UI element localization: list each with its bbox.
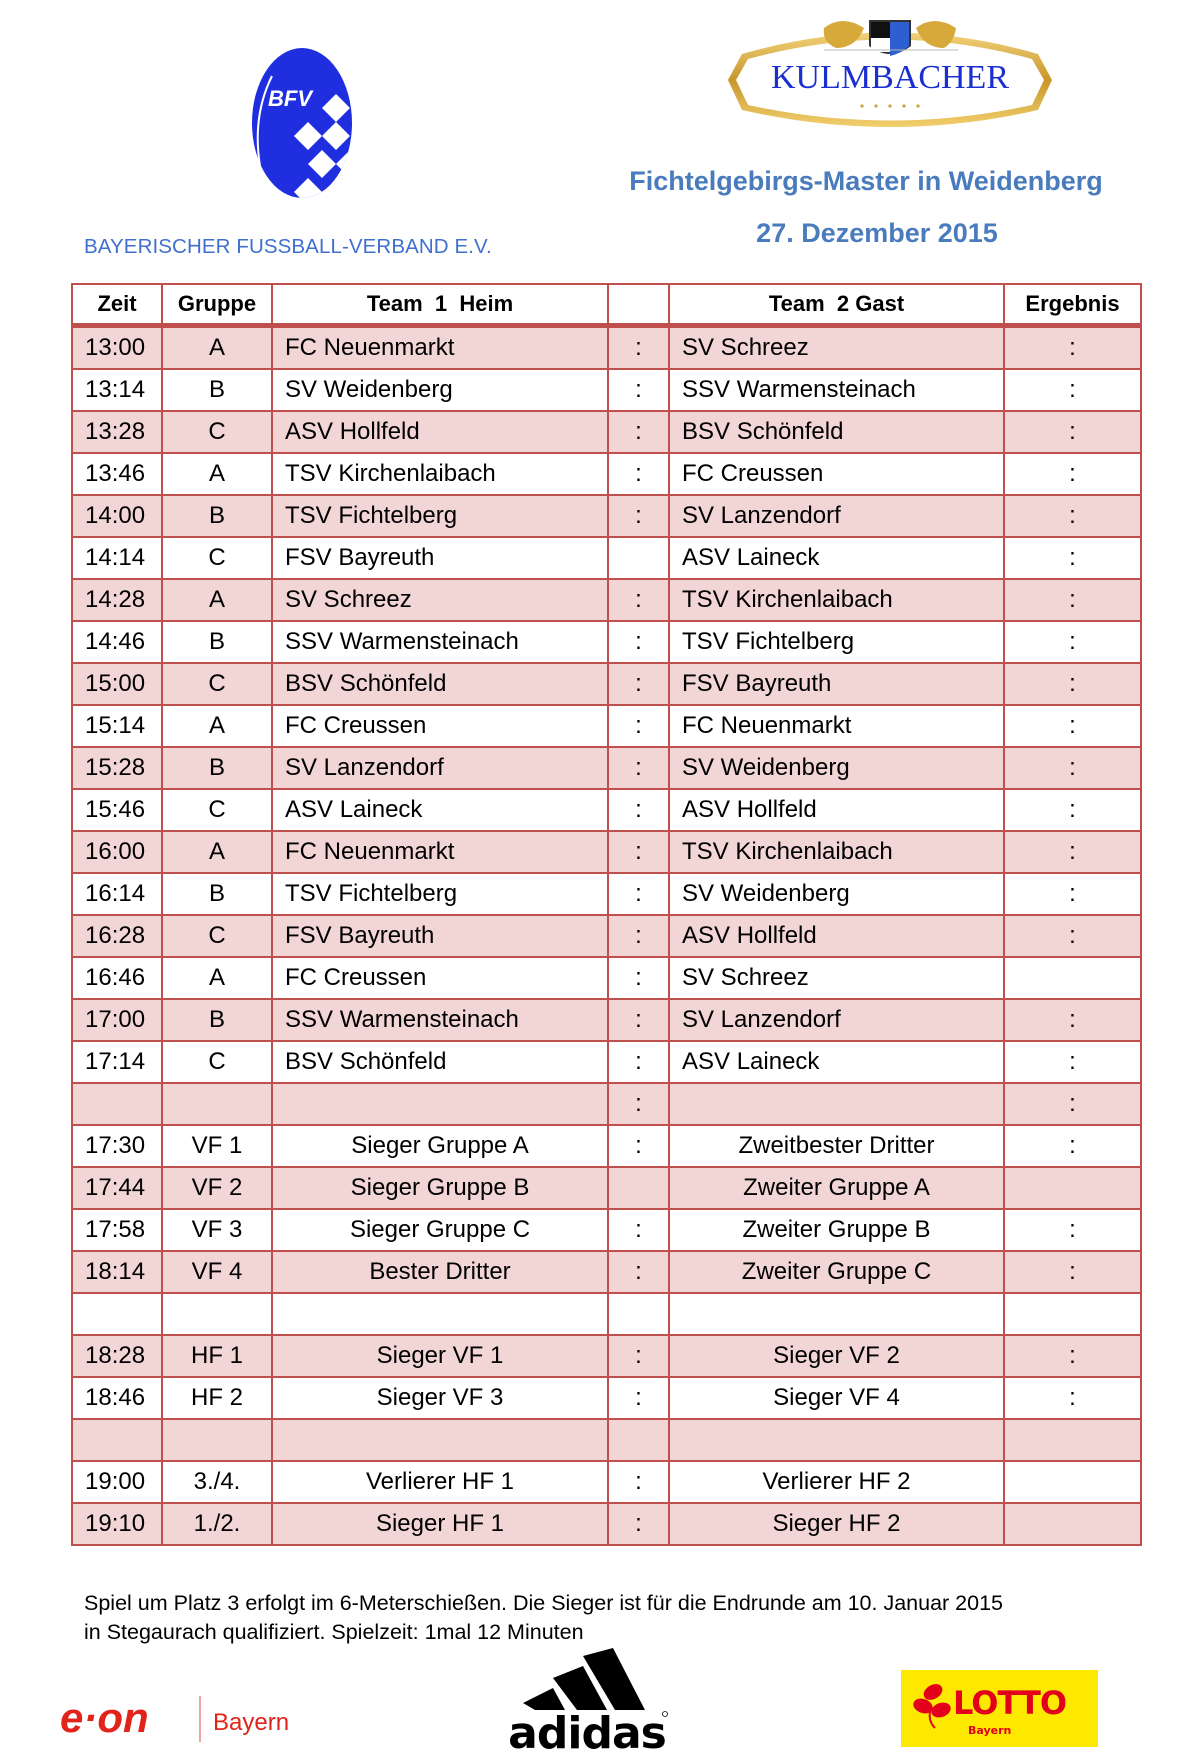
result-cell: : — [1004, 789, 1141, 831]
separator-cell: : — [608, 1209, 669, 1251]
match-row — [72, 369, 1141, 411]
match-row — [72, 999, 1141, 1041]
result-cell: : — [1004, 1041, 1141, 1083]
group-cell: C — [162, 537, 272, 579]
group-cell: B — [162, 873, 272, 915]
home-team-cell — [272, 1083, 608, 1125]
time-cell: 18:46 — [72, 1377, 162, 1419]
column-header-gruppe: Gruppe — [162, 284, 272, 326]
match-row — [72, 326, 1141, 370]
table-header-row — [72, 284, 1141, 326]
event-date: 27. Dezember 2015 — [756, 218, 998, 248]
group-cell: B — [162, 495, 272, 537]
home-team-cell: SV Schreez — [272, 579, 608, 621]
schedule-table — [71, 283, 1142, 1546]
result-cell: : — [1004, 831, 1141, 873]
result-cell: : — [1004, 537, 1141, 579]
match-row — [72, 1377, 1141, 1419]
result-cell: : — [1004, 1209, 1141, 1251]
away-team-cell: Verlierer HF 2 — [669, 1461, 1004, 1503]
time-cell: 14:46 — [72, 621, 162, 663]
time-cell: 15:46 — [72, 789, 162, 831]
result-cell: : — [1004, 326, 1141, 370]
away-team-cell: Zweiter Gruppe A — [669, 1167, 1004, 1209]
result-cell: : — [1004, 999, 1141, 1041]
home-team-cell: BSV Schönfeld — [272, 663, 608, 705]
home-team-cell: SV Weidenberg — [272, 369, 608, 411]
time-cell: 17:44 — [72, 1167, 162, 1209]
time-cell: 15:00 — [72, 663, 162, 705]
time-cell: 17:58 — [72, 1209, 162, 1251]
match-row — [72, 453, 1141, 495]
separator-cell: : — [608, 663, 669, 705]
time-cell: 18:14 — [72, 1251, 162, 1293]
match-row — [72, 1335, 1141, 1377]
time-cell: 13:46 — [72, 453, 162, 495]
match-row — [72, 1251, 1141, 1293]
result-cell — [1004, 1503, 1141, 1545]
away-team-cell: SV Schreez — [669, 326, 1004, 370]
away-team-cell: ASV Hollfeld — [669, 915, 1004, 957]
separator-cell: : — [608, 957, 669, 999]
group-cell: A — [162, 453, 272, 495]
home-team-cell: Sieger Gruppe C — [272, 1209, 608, 1251]
away-team-cell: SV Weidenberg — [669, 873, 1004, 915]
match-row — [72, 873, 1141, 915]
group-cell: A — [162, 957, 272, 999]
result-cell: : — [1004, 663, 1141, 705]
time-cell: 16:14 — [72, 873, 162, 915]
home-team-cell: Sieger Gruppe A — [272, 1125, 608, 1167]
home-team-cell: FSV Bayreuth — [272, 915, 608, 957]
time-cell: 17:14 — [72, 1041, 162, 1083]
result-cell: : — [1004, 705, 1141, 747]
away-team-cell: ASV Hollfeld — [669, 789, 1004, 831]
lotto-wordmark: LOTTO — [953, 1684, 1067, 1722]
separator-cell — [608, 1293, 669, 1335]
home-team-cell: ASV Laineck — [272, 789, 608, 831]
footer-note-line-2: in Stegaurach qualifiziert. Spielzeit: 1mal 12 Minuten — [84, 1620, 584, 1644]
match-row — [72, 705, 1141, 747]
time-cell: 13:00 — [72, 326, 162, 370]
away-team-cell: FC Creussen — [669, 453, 1004, 495]
time-cell: 15:14 — [72, 705, 162, 747]
column-header-ergebnis: Ergebnis — [1004, 284, 1141, 326]
away-team-cell: ASV Laineck — [669, 1041, 1004, 1083]
match-row — [72, 495, 1141, 537]
home-team-cell: TSV Fichtelberg — [272, 873, 608, 915]
group-cell: 1./2. — [162, 1503, 272, 1545]
time-cell — [72, 1293, 162, 1335]
home-team-cell: Bester Dritter — [272, 1251, 608, 1293]
separator-cell: : — [608, 1461, 669, 1503]
group-cell: A — [162, 326, 272, 370]
time-cell: 14:28 — [72, 579, 162, 621]
column-header-zeit: Zeit — [72, 284, 162, 326]
federation-name: BAYERISCHER FUSSBALL-VERBAND E.V. — [84, 235, 492, 258]
home-team-cell: SSV Warmensteinach — [272, 999, 608, 1041]
separator-cell: : — [608, 1335, 669, 1377]
result-cell: : — [1004, 873, 1141, 915]
match-row — [72, 915, 1141, 957]
column-header-separator — [608, 284, 669, 326]
group-cell: C — [162, 915, 272, 957]
result-cell: : — [1004, 1335, 1141, 1377]
time-cell: 16:46 — [72, 957, 162, 999]
eon-logo — [58, 1690, 308, 1746]
bfv-logo — [250, 46, 354, 200]
match-row — [72, 537, 1141, 579]
away-team-cell: ASV Laineck — [669, 537, 1004, 579]
home-team-cell: Verlierer HF 1 — [272, 1461, 608, 1503]
home-team-cell: FC Creussen — [272, 957, 608, 999]
kulmbacher-logo — [714, 6, 1066, 134]
result-cell: : — [1004, 1377, 1141, 1419]
separator-cell: : — [608, 831, 669, 873]
time-cell: 19:00 — [72, 1461, 162, 1503]
time-cell: 18:28 — [72, 1335, 162, 1377]
result-cell: : — [1004, 411, 1141, 453]
separator-cell: : — [608, 1251, 669, 1293]
result-cell: : — [1004, 495, 1141, 537]
separator-cell: : — [608, 579, 669, 621]
time-cell: 14:14 — [72, 537, 162, 579]
away-team-cell: SV Lanzendorf — [669, 495, 1004, 537]
adidas-logo — [505, 1648, 670, 1752]
result-cell: : — [1004, 747, 1141, 789]
result-cell: : — [1004, 1125, 1141, 1167]
event-title: Fichtelgebirgs-Master in Weidenberg — [629, 166, 1103, 196]
home-team-cell: FSV Bayreuth — [272, 537, 608, 579]
match-row — [72, 789, 1141, 831]
separator-cell: : — [608, 1125, 669, 1167]
match-row — [72, 1209, 1141, 1251]
away-team-cell — [669, 1293, 1004, 1335]
time-cell — [72, 1419, 162, 1461]
away-team-cell: FSV Bayreuth — [669, 663, 1004, 705]
separator-cell: : — [608, 789, 669, 831]
separator-cell: : — [608, 1503, 669, 1545]
away-team-cell: TSV Kirchenlaibach — [669, 579, 1004, 621]
lotto-logo — [901, 1670, 1098, 1747]
home-team-cell: Sieger VF 1 — [272, 1335, 608, 1377]
away-team-cell: SV Schreez — [669, 957, 1004, 999]
time-cell: 17:00 — [72, 999, 162, 1041]
result-cell — [1004, 957, 1141, 999]
separator-cell — [608, 1419, 669, 1461]
home-team-cell: ASV Hollfeld — [272, 411, 608, 453]
spacer-row — [72, 1419, 1141, 1461]
result-cell: : — [1004, 621, 1141, 663]
match-row — [72, 957, 1141, 999]
home-team-cell: Sieger VF 3 — [272, 1377, 608, 1419]
result-cell — [1004, 1293, 1141, 1335]
time-cell: 17:30 — [72, 1125, 162, 1167]
bfv-logo-text: BFV — [268, 86, 312, 111]
separator-cell: : — [608, 747, 669, 789]
footer-note — [84, 1589, 1164, 1647]
group-cell: VF 4 — [162, 1251, 272, 1293]
result-cell — [1004, 1167, 1141, 1209]
lotto-subtitle: Bayern — [968, 1724, 1012, 1737]
home-team-cell: FC Neuenmarkt — [272, 831, 608, 873]
group-cell: 3./4. — [162, 1461, 272, 1503]
match-row — [72, 1125, 1141, 1167]
match-row — [72, 411, 1141, 453]
match-row — [72, 831, 1141, 873]
adidas-wordmark: adidas — [508, 1708, 666, 1752]
away-team-cell: Sieger VF 4 — [669, 1377, 1004, 1419]
away-team-cell: TSV Kirchenlaibach — [669, 831, 1004, 873]
group-cell: A — [162, 579, 272, 621]
time-cell — [72, 1083, 162, 1125]
time-cell: 19:10 — [72, 1503, 162, 1545]
eon-subtitle: Bayern — [213, 1709, 290, 1736]
separator-cell: : — [608, 1377, 669, 1419]
match-row — [72, 663, 1141, 705]
home-team-cell: TSV Fichtelberg — [272, 495, 608, 537]
separator-cell: : — [608, 873, 669, 915]
time-cell: 16:00 — [72, 831, 162, 873]
home-team-cell: SSV Warmensteinach — [272, 621, 608, 663]
time-cell: 15:28 — [72, 747, 162, 789]
match-row — [72, 579, 1141, 621]
group-cell: A — [162, 831, 272, 873]
separator-cell — [608, 1167, 669, 1209]
away-team-cell: BSV Schönfeld — [669, 411, 1004, 453]
group-cell: VF 3 — [162, 1209, 272, 1251]
time-cell: 13:28 — [72, 411, 162, 453]
result-cell: : — [1004, 453, 1141, 495]
cloverleaf-icon — [911, 1681, 953, 1728]
group-cell: C — [162, 663, 272, 705]
result-cell — [1004, 1461, 1141, 1503]
home-team-cell: FC Creussen — [272, 705, 608, 747]
result-cell: : — [1004, 915, 1141, 957]
away-team-cell — [669, 1083, 1004, 1125]
home-team-cell — [272, 1293, 608, 1335]
away-team-cell: FC Neuenmarkt — [669, 705, 1004, 747]
group-cell: HF 1 — [162, 1335, 272, 1377]
away-team-cell: SSV Warmensteinach — [669, 369, 1004, 411]
kulmbacher-wordmark: KULMBACHER — [770, 59, 1010, 96]
result-cell: : — [1004, 579, 1141, 621]
separator-cell: : — [608, 621, 669, 663]
away-team-cell: TSV Fichtelberg — [669, 621, 1004, 663]
match-row — [72, 747, 1141, 789]
group-cell — [162, 1293, 272, 1335]
group-cell — [162, 1083, 272, 1125]
separator-cell — [608, 537, 669, 579]
group-cell: VF 2 — [162, 1167, 272, 1209]
home-team-cell: FC Neuenmarkt — [272, 326, 608, 370]
time-cell: 14:00 — [72, 495, 162, 537]
separator-cell: : — [608, 495, 669, 537]
away-team-cell: SV Lanzendorf — [669, 999, 1004, 1041]
group-cell: VF 1 — [162, 1125, 272, 1167]
match-row — [72, 1041, 1141, 1083]
away-team-cell: Sieger HF 2 — [669, 1503, 1004, 1545]
group-cell: B — [162, 999, 272, 1041]
home-team-cell: BSV Schönfeld — [272, 1041, 608, 1083]
away-team-cell: Sieger VF 2 — [669, 1335, 1004, 1377]
separator-cell: : — [608, 1041, 669, 1083]
separator-cell: : — [608, 705, 669, 747]
separator-cell: : — [608, 1083, 669, 1125]
group-cell: C — [162, 411, 272, 453]
match-row — [72, 1503, 1141, 1545]
away-team-cell — [669, 1419, 1004, 1461]
column-header-team2: Team 2 Gast — [669, 284, 1004, 326]
group-cell: C — [162, 1041, 272, 1083]
group-cell: B — [162, 369, 272, 411]
home-team-cell: TSV Kirchenlaibach — [272, 453, 608, 495]
home-team-cell: SV Lanzendorf — [272, 747, 608, 789]
separator-cell: : — [608, 453, 669, 495]
group-cell: B — [162, 747, 272, 789]
group-cell — [162, 1419, 272, 1461]
spacer-row — [72, 1083, 1141, 1125]
time-cell: 16:28 — [72, 915, 162, 957]
away-team-cell: SV Weidenberg — [669, 747, 1004, 789]
away-team-cell: Zweiter Gruppe B — [669, 1209, 1004, 1251]
group-cell: HF 2 — [162, 1377, 272, 1419]
result-cell: : — [1004, 1083, 1141, 1125]
footer-note-line-1: Spiel um Platz 3 erfolgt im 6-Meterschießen. Die Sieger ist für die Endrunde am 10. Januar 2015 — [84, 1591, 1003, 1615]
match-row — [72, 621, 1141, 663]
match-row — [72, 1167, 1141, 1209]
result-cell — [1004, 1419, 1141, 1461]
separator-cell: : — [608, 915, 669, 957]
away-team-cell: Zweiter Gruppe C — [669, 1251, 1004, 1293]
group-cell: C — [162, 789, 272, 831]
separator-cell: : — [608, 411, 669, 453]
time-cell: 13:14 — [72, 369, 162, 411]
result-cell: : — [1004, 369, 1141, 411]
separator-cell: : — [608, 369, 669, 411]
home-team-cell: Sieger Gruppe B — [272, 1167, 608, 1209]
spacer-row — [72, 1293, 1141, 1335]
match-row — [72, 1461, 1141, 1503]
result-cell: : — [1004, 1251, 1141, 1293]
eon-wordmark: e·on — [60, 1694, 149, 1741]
away-team-cell: Zweitbester Dritter — [669, 1125, 1004, 1167]
column-header-team1: Team 1 Heim — [272, 284, 608, 326]
group-cell: B — [162, 621, 272, 663]
home-team-cell: Sieger HF 1 — [272, 1503, 608, 1545]
home-team-cell — [272, 1419, 608, 1461]
separator-cell: : — [608, 999, 669, 1041]
group-cell: A — [162, 705, 272, 747]
separator-cell: : — [608, 326, 669, 370]
